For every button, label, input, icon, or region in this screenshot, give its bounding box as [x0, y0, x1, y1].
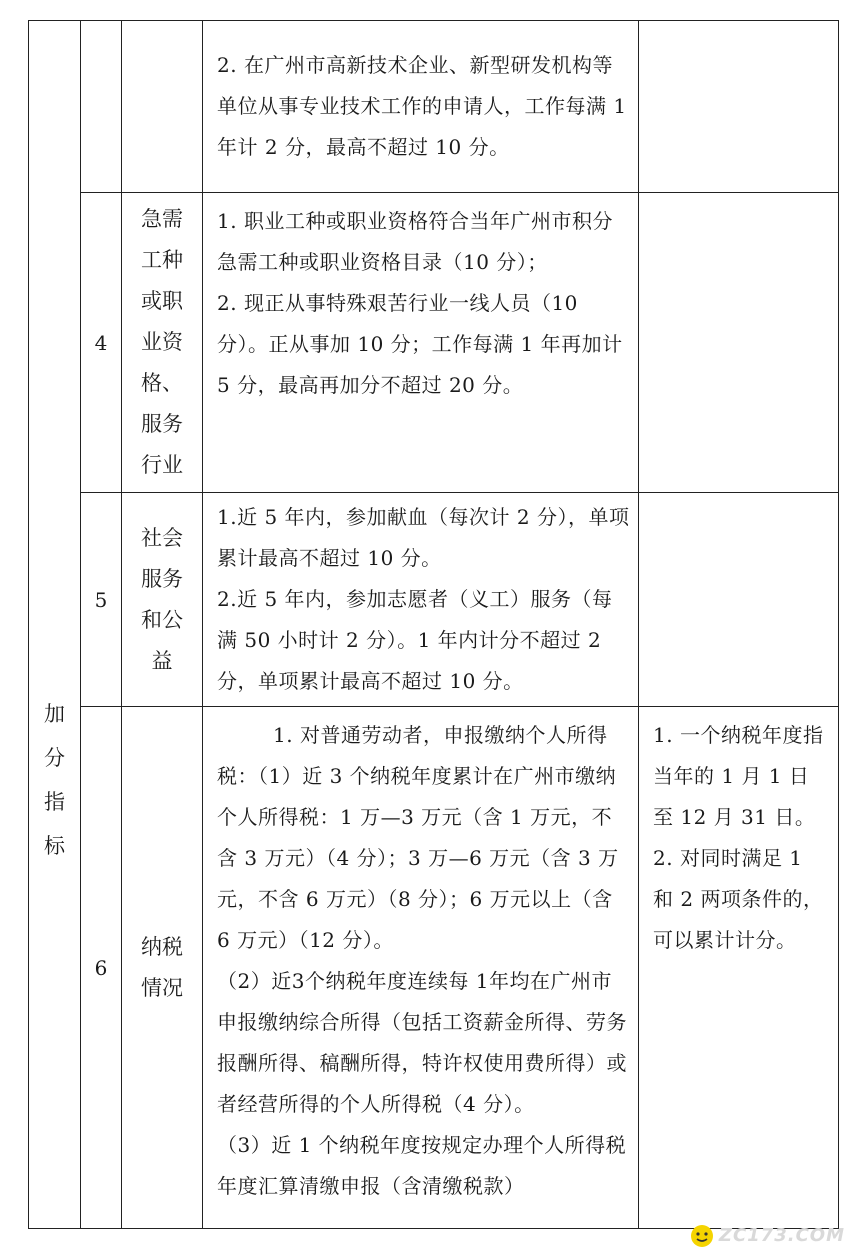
content-paragraph: （3）近 1 个纳税年度按规定办理个人所得税年度汇算清缴申报（含清缴税款） — [217, 1133, 627, 1198]
watermark — [689, 1222, 845, 1248]
content-paragraph: 1. 职业工种或职业资格符合当年广州市积分急需工种或职业资格目录（10 分）； — [217, 209, 613, 274]
note-cell — [639, 707, 839, 1229]
table-row — [29, 193, 839, 493]
item-name-line: 和公 — [141, 607, 183, 632]
category-char: 标 — [44, 833, 65, 858]
content-paragraph: 2.近 5 年内，参加志愿者（义工）服务（每满 50 小时计 2 分）。1 年内计分不超过 2 分，单项累计最高不超过 10 分。 — [217, 587, 613, 693]
content-cell — [203, 707, 639, 1229]
content-cell — [203, 21, 639, 193]
note-paragraph: 2. 对同时满足 1 和 2 两项条件的，可以累计计分。 — [653, 846, 824, 952]
points-criteria-table — [28, 20, 839, 1229]
item-name-line: 服务 — [141, 566, 183, 591]
item-name-cell — [122, 21, 203, 193]
category-cell — [29, 21, 81, 1229]
content-paragraph: 1.近 5 年内，参加献血（每次计 2 分），单项累计最高不超过 10 分。 — [217, 505, 630, 570]
item-name-line: 社会 — [141, 525, 183, 550]
category-char: 指 — [44, 789, 65, 814]
note-cell — [639, 493, 839, 707]
item-name-line: 工种 — [141, 248, 183, 272]
smiley-logo-icon — [689, 1222, 715, 1248]
row-number-cell — [81, 21, 122, 193]
category-char: 分 — [44, 745, 65, 770]
content-paragraph: 1. 对普通劳动者，申报缴纳个人所得税：（1）近 3 个纳税年度累计在广州市缴纳个人所得税：1 万—3 万元（含 1 万元，不含 3 万元）（4 分）；3 万—6 万元（含 3 万元，不含 6 万元）（8 分）；6 万元以上（含 6 万元）（12 分）。 — [217, 723, 619, 952]
content-cell — [203, 493, 639, 707]
item-name-cell — [122, 707, 203, 1229]
content-cell — [203, 193, 639, 493]
table-row — [29, 493, 839, 707]
item-name-cell — [122, 493, 203, 707]
item-name-line: 格、 — [141, 371, 183, 395]
row-number-cell: 5 — [81, 493, 122, 707]
item-name-line: 急需 — [141, 207, 183, 231]
row-number-cell: 4 — [81, 193, 122, 493]
note-cell — [639, 21, 839, 193]
item-name-line: 行业 — [141, 453, 183, 477]
content-paragraph: 2. 现正从事特殊艰苦行业一线人员（10 分）。正从事加 10 分；工作每满 1 年再加计 5 分，最高再加分不超过 20 分。 — [217, 291, 623, 397]
table-row — [29, 21, 839, 193]
note-cell — [639, 193, 839, 493]
content-paragraph: （2）近3个纳税年度连续每 1年均在广州市申报缴纳综合所得（包括工资薪金所得、劳务报酬所得、稿酬所得，特许权使用费所得）或者经营所得的个人所得税（4 分）。 — [217, 969, 627, 1116]
watermark-text: ZC173.COM — [718, 1224, 845, 1246]
table-row — [29, 707, 839, 1229]
item-name-line: 业资 — [141, 330, 183, 354]
item-name-line: 纳税 — [141, 934, 183, 959]
item-name-line: 或职 — [141, 289, 183, 313]
item-name-line: 服务 — [141, 412, 183, 436]
row-number-cell: 6 — [81, 707, 122, 1229]
category-char: 加 — [44, 701, 65, 726]
item-name-line: 情况 — [141, 975, 183, 1000]
note-paragraph: 1. 一个纳税年度指当年的 1 月 1 日至 12 月 31 日。 — [653, 723, 824, 829]
item-name-line: 益 — [151, 648, 173, 673]
item-name-cell — [122, 193, 203, 493]
content-paragraph: 2. 在广州市高新技术企业、新型研发机构等单位从事专业技术工作的申请人，工作每满 1 年计 2 分，最高不超过 10 分。 — [217, 53, 627, 159]
